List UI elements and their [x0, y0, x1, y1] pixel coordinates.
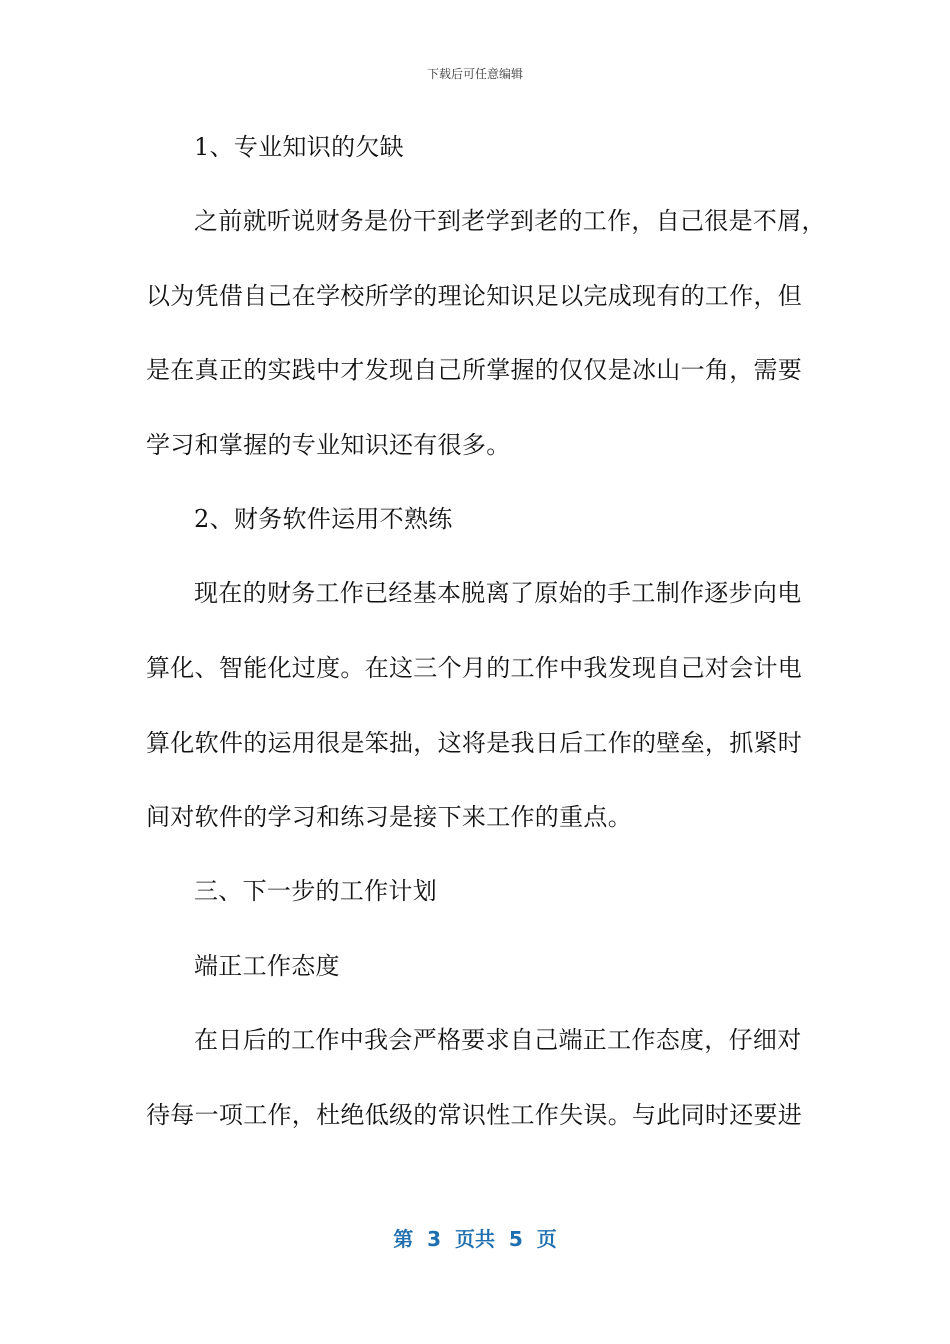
- paragraph-line: 在日后的工作中我会严格要求自己端正工作态度，仔细对: [194, 1026, 802, 1054]
- subheading: 端正工作态度: [194, 952, 340, 980]
- paragraph-line: 算化软件的运用很是笨拙，这将是我日后工作的壁垒，抓紧时: [146, 729, 803, 757]
- heading-2: 2、财务软件运用不熟练: [194, 505, 453, 533]
- page-number: 第 3 页共 5 页: [393, 1227, 557, 1251]
- paragraph-line: 现在的财务工作已经基本脱离了原始的手工制作逐步向电: [194, 579, 802, 607]
- paragraph-line: 待每一项工作，杜绝低级的常识性工作失误。与此同时还要进: [146, 1101, 803, 1129]
- paragraph-line: 之前就听说财务是份干到老学到老的工作，自己很是不屑，: [194, 207, 826, 235]
- page-header: 下载后可任意编辑: [426, 67, 523, 81]
- paragraph-line: 是在真正的实践中才发现自己所掌握的仅仅是冰山一角，需要: [146, 356, 803, 384]
- paragraph-line: 学习和掌握的专业知识还有很多。: [146, 431, 511, 459]
- paragraph-line: 以为凭借自己在学校所学的理论知识足以完成现有的工作，但: [146, 282, 803, 310]
- paragraph-line: 算化、智能化过度。在这三个月的工作中我发现自己对会计电: [146, 654, 803, 682]
- heading-1: 1、专业知识的欠缺: [194, 133, 404, 161]
- section-heading: 三、下一步的工作计划: [194, 877, 437, 905]
- paragraph-line: 间对软件的学习和练习是接下来工作的重点。: [146, 803, 632, 831]
